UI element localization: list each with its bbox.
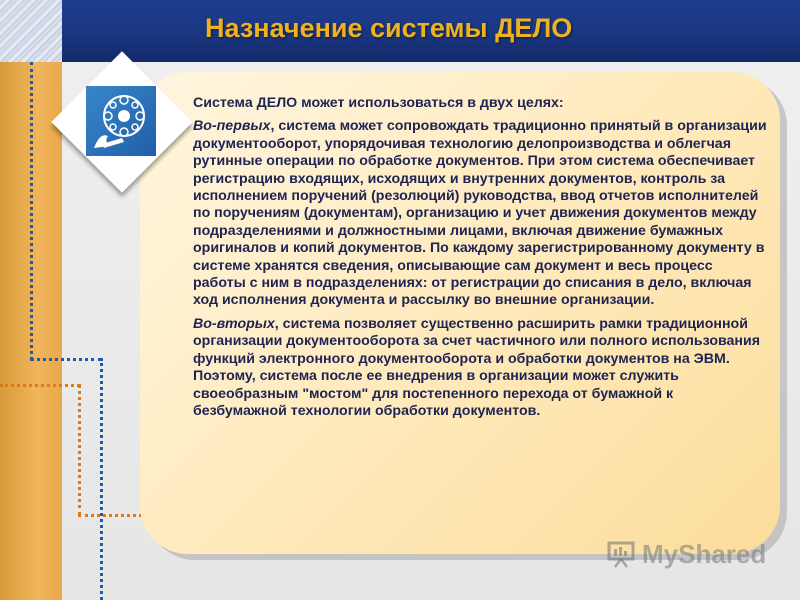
first-paragraph-lead: Во-первых (193, 118, 271, 135)
delo-logo-icon (86, 86, 156, 156)
dotted-line-decoration (30, 358, 102, 361)
dotted-line-decoration (78, 514, 142, 517)
watermark (606, 536, 766, 572)
second-paragraph (193, 316, 768, 420)
presentation-board-icon (606, 539, 636, 569)
second-paragraph-lead: Во-вторых (193, 315, 275, 332)
watermark-text: MyShared (642, 538, 767, 569)
dotted-line-decoration (30, 62, 33, 360)
dotted-line-decoration (100, 358, 103, 600)
dotted-line-decoration (78, 384, 81, 516)
dotted-line-decoration (0, 384, 80, 387)
page-title: Назначение системы ДЕЛО (205, 13, 573, 43)
first-paragraph (193, 118, 768, 309)
slide-body-text (193, 95, 768, 426)
intro-text: Система ДЕЛО может использоваться в двух целях: (193, 95, 564, 111)
header-corner-decoration (0, 0, 62, 62)
first-paragraph-text: , система может сопровождать традиционно принятый в организации документооборот, упорядочивая технологию делопроизводства и облегчая рутинные операции по обработке документов. При этом система обеспечивает регистрацию входящих, исходящих и внутренних документов, контроль за исполнением поручений (резолюций) руководства, ввод отчетов исполнителей по поручениям (документам), организацию и учет движения документов между подразделениями и должностными лицами, включая движение бумажных оригиналов и копий документов. По каждому зарегистрированному документу в системе хранятся сведения, описывающие сам документ и весь процесс работы с ним в подразделениях: от регистрации до списания в дело, включая ход исполнения документа и рассылку во внешние организации. (193, 118, 767, 309)
second-paragraph-text: , система позволяет существенно расширить рамки традиционной организации документооборота за счет частичного или полного использования функций электронного документооборота и обработки документов на ЭВМ. Поэтому, система после ее внедрения в организации может служить своеобразным "мостом" для постепенного перехода от бумажной к безбумажной технологии обработки документов. (193, 315, 760, 419)
